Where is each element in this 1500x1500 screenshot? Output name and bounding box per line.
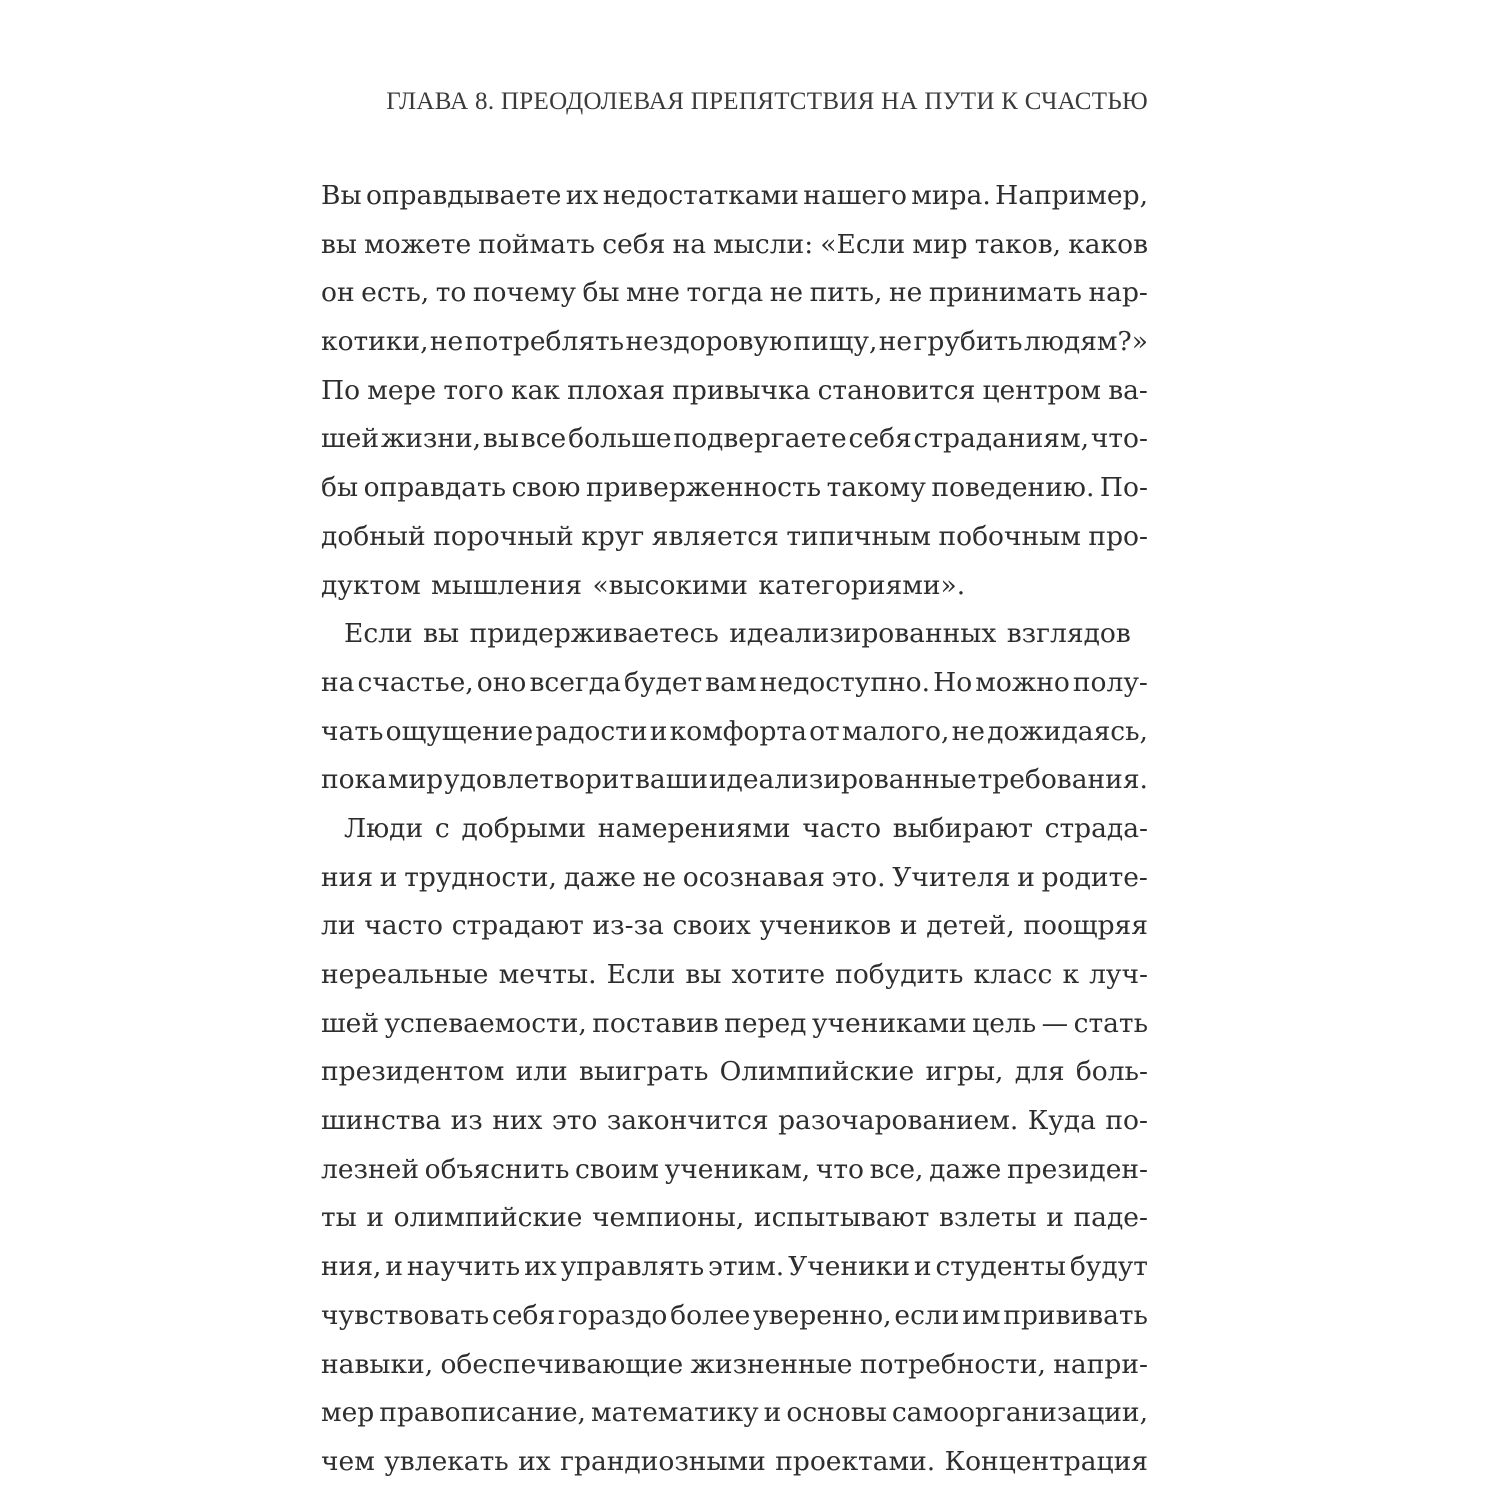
- word: это: [551, 1105, 598, 1137]
- word: про-: [1088, 520, 1148, 552]
- text-line: [321, 1341, 1148, 1390]
- word: перед: [724, 1007, 807, 1039]
- word: подвергаете: [673, 423, 847, 455]
- word: ощущение: [385, 715, 534, 747]
- word: страда-: [1044, 812, 1148, 844]
- text-line: [321, 1097, 1148, 1146]
- text-line: [321, 805, 1148, 854]
- word: разочарованием.: [778, 1105, 1019, 1137]
- word: намерениями: [597, 812, 791, 844]
- word: комфорта: [669, 715, 807, 747]
- word: мысли:: [713, 228, 814, 260]
- word: это.: [831, 861, 886, 893]
- word: поведению.: [931, 472, 1095, 504]
- word: жизненные: [690, 1348, 853, 1380]
- word: бы: [582, 277, 620, 309]
- word: нашего: [803, 180, 907, 211]
- word: пищу,: [793, 326, 878, 358]
- word: «Если: [820, 228, 906, 260]
- word: то: [435, 277, 467, 309]
- word: становится: [817, 374, 976, 406]
- word: все: [520, 423, 567, 455]
- word: почему: [472, 277, 576, 309]
- word: от: [809, 715, 840, 747]
- word: что: [815, 1153, 864, 1185]
- word: ты: [321, 1202, 357, 1234]
- word: побудить: [835, 959, 964, 990]
- word: нар-: [1088, 277, 1148, 309]
- word: каков: [1068, 228, 1148, 260]
- word: пока: [321, 764, 387, 796]
- word: мечты.: [498, 959, 597, 990]
- word: что-: [1090, 423, 1148, 455]
- word: поставив: [592, 1007, 719, 1039]
- word: малого,: [841, 715, 950, 747]
- word: побочным: [938, 520, 1081, 552]
- word: чемпионы,: [592, 1202, 745, 1234]
- word: принимать: [928, 277, 1082, 309]
- word: будет: [623, 666, 703, 698]
- word: жизни,: [380, 423, 482, 455]
- word: не: [878, 326, 913, 358]
- word: радости: [535, 715, 648, 747]
- word: поймать: [478, 228, 596, 260]
- text-line: дуктом мышления «высокими категориями».: [321, 569, 966, 601]
- word: напри-: [1053, 1348, 1148, 1380]
- word: математику: [591, 1397, 759, 1429]
- word: Куда: [1027, 1105, 1096, 1137]
- word: и: [1046, 1202, 1064, 1234]
- word: мир: [387, 764, 444, 796]
- word: и: [385, 1251, 404, 1283]
- word: олимпийские: [393, 1202, 583, 1234]
- word: чем: [321, 1445, 375, 1477]
- word: нездоровую: [625, 326, 793, 358]
- word: как: [511, 374, 560, 406]
- word: уверенно,: [753, 1299, 892, 1331]
- word: он: [321, 277, 355, 309]
- word: учениками: [811, 1007, 967, 1039]
- text-line: [321, 1048, 1148, 1097]
- word: часто: [364, 910, 443, 942]
- text-line: [321, 1389, 1148, 1438]
- word: по-: [1105, 1105, 1148, 1137]
- word: ученикам,: [664, 1153, 811, 1185]
- word: ваши: [634, 764, 709, 796]
- word: им: [962, 1299, 1001, 1331]
- word: не: [951, 715, 985, 747]
- word: приверженность: [585, 472, 822, 504]
- word: взлеты: [938, 1202, 1037, 1234]
- word: трудности,: [404, 861, 557, 893]
- text-line: [321, 172, 1148, 221]
- word: центром: [982, 374, 1102, 406]
- word: котики,: [321, 326, 429, 358]
- word: для: [1014, 1056, 1065, 1088]
- word: управлять: [560, 1251, 705, 1283]
- word: мер: [321, 1397, 375, 1429]
- word: мере: [367, 374, 437, 406]
- word: их: [518, 1445, 551, 1477]
- word: более: [670, 1299, 751, 1331]
- text-line: [321, 854, 1148, 903]
- word: идеализированные: [708, 764, 977, 796]
- word: навыки,: [321, 1348, 434, 1380]
- word: даже: [929, 1153, 1002, 1185]
- word: родите-: [1041, 861, 1148, 893]
- text-line: [321, 951, 1148, 1000]
- word: всегда: [529, 666, 621, 698]
- word: добный: [321, 520, 426, 552]
- word: их: [565, 180, 599, 211]
- word: из: [450, 1105, 483, 1137]
- text-line: [321, 708, 1148, 757]
- text-line: [321, 513, 1148, 562]
- word: чувствовать: [321, 1299, 490, 1331]
- word: страдают: [451, 910, 584, 942]
- text-line: Если вы придерживаетесь идеализированных взглядов: [344, 618, 1131, 650]
- word: к: [1062, 959, 1080, 990]
- text-line: [321, 1438, 1148, 1487]
- word: ния: [321, 861, 374, 893]
- word: Олимпийские: [719, 1056, 915, 1088]
- word: можно: [975, 666, 1070, 698]
- word: грандиозными: [560, 1445, 766, 1477]
- word: вы: [685, 959, 722, 990]
- word: часто: [802, 812, 882, 844]
- text-line: [321, 1146, 1148, 1195]
- word: себя: [602, 228, 666, 260]
- word: вам: [705, 666, 757, 698]
- word: своим: [575, 1153, 660, 1185]
- word: привычка: [672, 374, 811, 406]
- word: если: [894, 1299, 960, 1331]
- word: не: [429, 326, 464, 358]
- word: успеваемости,: [384, 1007, 587, 1039]
- word: будут: [1069, 1251, 1148, 1283]
- word: Люди: [344, 812, 424, 844]
- word: испытывают: [753, 1202, 930, 1234]
- word: учеников: [759, 910, 892, 942]
- word: оно: [476, 666, 527, 698]
- word: Например,: [995, 180, 1148, 211]
- word: обеспечивающие: [440, 1348, 684, 1380]
- word: президентом: [321, 1056, 505, 1088]
- word: можете: [364, 228, 472, 260]
- word: закончится: [606, 1105, 769, 1137]
- word: все,: [869, 1153, 924, 1185]
- word: полу-: [1072, 666, 1148, 698]
- word: есть,: [361, 277, 430, 309]
- word: чать: [321, 715, 384, 747]
- text-line: [321, 415, 1148, 464]
- text-line: [321, 1000, 1148, 1049]
- word: людям?»: [1023, 326, 1148, 358]
- word: на: [321, 666, 355, 698]
- word: самоорганизации,: [891, 1397, 1148, 1429]
- word: своих: [672, 910, 751, 942]
- word: свою: [511, 472, 581, 504]
- word: их: [524, 1251, 557, 1283]
- word: увлекать: [384, 1445, 509, 1477]
- word: и: [379, 861, 398, 893]
- word: По-: [1099, 472, 1148, 504]
- text-line: [321, 269, 1148, 318]
- word: страданиям,: [913, 423, 1089, 455]
- word: с: [434, 812, 450, 844]
- word: боль-: [1075, 1056, 1148, 1088]
- body-text: [321, 172, 1148, 1487]
- word: и: [366, 1202, 385, 1234]
- word: оправдываете: [365, 180, 562, 211]
- word: Учителя: [892, 861, 1011, 893]
- word: потреблять: [464, 326, 625, 358]
- word: игры,: [925, 1056, 1004, 1088]
- word: мне: [626, 277, 680, 309]
- word: даже: [563, 861, 636, 893]
- text-line: [321, 1292, 1148, 1341]
- word: вы: [321, 228, 358, 260]
- word: типичным: [786, 520, 931, 552]
- word: шинства: [321, 1105, 442, 1137]
- word: выбирают: [892, 812, 1033, 844]
- word: является: [651, 520, 779, 552]
- word: нереальные: [321, 959, 489, 990]
- word: и: [1017, 861, 1035, 893]
- word: выиграть: [578, 1056, 709, 1088]
- word: —: [1041, 1007, 1069, 1039]
- word: По: [321, 374, 361, 406]
- word: мира.: [911, 180, 991, 211]
- word: вы: [482, 423, 519, 455]
- word: Но: [933, 666, 973, 698]
- text-line: [321, 1243, 1148, 1292]
- word: таков,: [974, 228, 1062, 260]
- word: научить: [406, 1251, 521, 1283]
- word: счастье,: [357, 666, 474, 698]
- word: этим.: [708, 1251, 785, 1283]
- word: шей: [321, 1007, 379, 1039]
- word: хотите: [731, 959, 826, 990]
- word: лезней: [321, 1153, 419, 1185]
- word: детей,: [926, 910, 1015, 942]
- word: и: [763, 1397, 782, 1429]
- running-header: ГЛАВА 8. ПРЕОДОЛЕВАЯ ПРЕПЯТСТВИЯ НА ПУТИ К СЧАСТЬЮ: [386, 88, 1148, 115]
- word: недоступно.: [759, 666, 931, 698]
- word: круг: [581, 520, 645, 552]
- word: того: [443, 374, 504, 406]
- text-line: [321, 367, 1148, 416]
- word: грубить: [913, 326, 1023, 358]
- text-line: [321, 318, 1148, 367]
- word: прививать: [1003, 1299, 1148, 1331]
- text-line: [321, 756, 1148, 805]
- word: Вы: [321, 180, 362, 211]
- word: проектами.: [775, 1445, 936, 1477]
- word: тогда: [686, 277, 764, 309]
- word: студенты: [935, 1251, 1066, 1283]
- word: поощряя: [1023, 910, 1148, 942]
- word: Ученики: [788, 1251, 911, 1283]
- word: осознавая: [682, 861, 825, 893]
- text-line: [321, 464, 1148, 513]
- word: требования.: [977, 764, 1148, 796]
- word: ния,: [321, 1251, 382, 1283]
- text-line: [321, 902, 1148, 951]
- word: луч-: [1089, 959, 1148, 990]
- word: Концентрация: [944, 1445, 1148, 1477]
- word: паде-: [1073, 1202, 1148, 1234]
- word: правописание,: [379, 1397, 586, 1429]
- word: ва-: [1108, 374, 1148, 406]
- word: бы: [321, 472, 359, 504]
- word: себя: [848, 423, 912, 455]
- word: мир: [912, 228, 968, 260]
- word: них: [492, 1105, 543, 1137]
- word: и: [649, 715, 668, 747]
- word: ли: [321, 910, 356, 942]
- word: такому: [826, 472, 926, 504]
- word: из-за: [592, 910, 664, 942]
- word: удовлетворит: [443, 764, 635, 796]
- text-line: [321, 1194, 1148, 1243]
- word: не: [888, 277, 923, 309]
- word: объяснить: [424, 1153, 570, 1185]
- word: и: [899, 910, 918, 942]
- word: пить,: [809, 277, 883, 309]
- word: или: [515, 1056, 568, 1088]
- word: себя: [492, 1299, 556, 1331]
- word: не: [769, 277, 804, 309]
- word: цель: [972, 1007, 1037, 1039]
- word: класс: [973, 959, 1053, 990]
- word: больше: [568, 423, 672, 455]
- word: порочный: [433, 520, 574, 552]
- word: стать: [1073, 1007, 1148, 1039]
- word: Если: [606, 959, 676, 990]
- word: потребности,: [859, 1348, 1046, 1380]
- word: не: [642, 861, 677, 893]
- word: шей: [321, 423, 379, 455]
- word: президен-: [1006, 1153, 1148, 1185]
- word: дожидаясь,: [987, 715, 1148, 747]
- word: плохая: [567, 374, 666, 406]
- word: и: [913, 1251, 932, 1283]
- word: основы: [786, 1397, 887, 1429]
- text-line: [321, 221, 1148, 270]
- word: гораздо: [558, 1299, 668, 1331]
- word: недостатками: [602, 180, 799, 211]
- word: добрыми: [461, 812, 587, 844]
- word: оправдать: [363, 472, 507, 504]
- word: на: [672, 228, 707, 260]
- text-line: [321, 659, 1148, 708]
